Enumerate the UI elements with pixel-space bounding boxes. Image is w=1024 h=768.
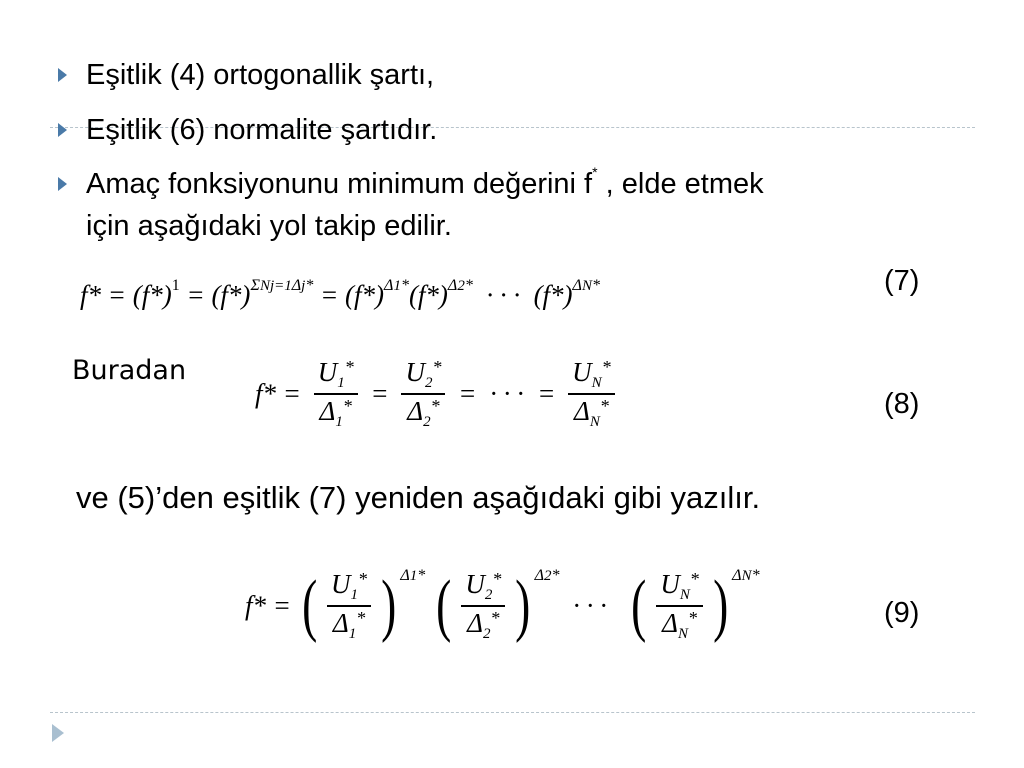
equation-7: $f* = (f*)^1 = (f*)^{\Sigma Nj=1\Delta j*} = (f*)^{\Delta 1*}(f*)^{\Delta 2*}$ · · · $(f*)^{\Delta N*}$	[80, 277, 600, 310]
bullet-item-3-line-1	[86, 166, 764, 202]
ve-text: ve (5)’den eşitlik (7) yeniden aşağıdaki gibi yazılır.	[76, 480, 761, 515]
bullet-3-text-a: Amaç fonksiyonunu minimum değerini f	[86, 168, 593, 200]
triangle-right-icon	[58, 177, 67, 191]
fraction-u2: $\frac{U_2^*}{\Delta_2^*}$	[401, 358, 445, 430]
bullet-3-sup: *	[592, 164, 598, 180]
bullet-item-3-line-2: için aşağıdaki yol takip edilir.	[86, 210, 452, 242]
bottom-divider	[50, 712, 975, 713]
equation-number-9: (9)	[884, 597, 920, 629]
bullet-item-1: Eşitlik (4) ortogonallik şartı,	[86, 59, 435, 91]
next-slide-icon[interactable]	[52, 724, 64, 742]
equation-number-8: (8)	[884, 388, 920, 420]
fraction-un: $\frac{U_N^*}{\Delta_N^*}$	[568, 358, 615, 430]
equation-8: f* = $\frac{U_1^*}{\Delta_1^*}$ = $\frac{U_2^*}{\Delta_2^*}$ = · · · = $\frac{U_N^*}{\Delta_N^*}$	[255, 358, 621, 430]
buradan-label: Buradan	[72, 355, 187, 386]
bullet-item-2: Eşitlik (6) normalite şartıdır.	[86, 114, 438, 146]
bullet-3-text-b: , elde etmek	[597, 168, 764, 200]
triangle-right-icon	[58, 123, 67, 137]
fraction-u1: $\frac{U_1^*}{\Delta_1^*}$	[314, 358, 358, 430]
equation-9: f* = ( $\frac{U_1^*}{\Delta_1^*}$ ) $^{\Delta 1*}$ ( $\frac{U_2^*}{\Delta_2^*}$ ) $^{\Delta 2*}$ · · · ( $\frac{U_N^*}{\Delta_N^*}$ ) $^{\Delta N*}$	[245, 566, 760, 644]
triangle-right-icon	[58, 68, 67, 82]
equation-number-7: (7)	[884, 265, 920, 297]
